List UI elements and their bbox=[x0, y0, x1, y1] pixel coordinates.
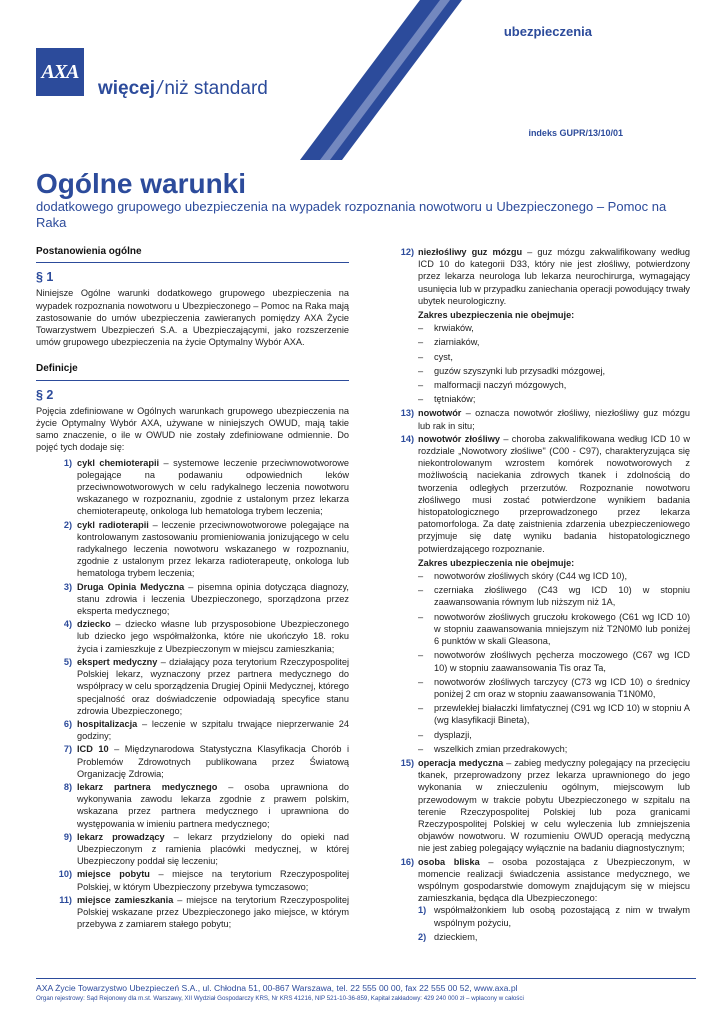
exclusion-item: – czerniaka złośliwego (C43 wg ICD 10) w stopniu zaawansowania równym lub niższym niż 1A, bbox=[418, 584, 690, 608]
definition-item bbox=[36, 894, 349, 931]
registration-info: Organ rejestrowy: Sąd Rejonowy dla m.st. Warszawy, XII Wydział Gospodarczy KRS, Nr KRS 41216, NIP 521-10-36-859, Kapitał zakładowy: 429 240 000 zł – wpłacony w całości bbox=[36, 995, 524, 1002]
definition-12 bbox=[398, 246, 690, 405]
definition-term: miejsce pobytu bbox=[77, 869, 150, 880]
paragraph-1-number: § 1 bbox=[36, 270, 54, 285]
definition-item bbox=[36, 743, 349, 780]
slash-icon: / bbox=[157, 78, 163, 99]
exclusion-item: – malformacji naczyń mózgowych, bbox=[418, 379, 690, 391]
definition-term: operacja medyczna bbox=[418, 757, 504, 768]
exclusion-item: – cyst, bbox=[418, 351, 690, 363]
definition-term: lekarz partnera medycznego bbox=[77, 781, 218, 792]
right-column bbox=[398, 246, 690, 945]
close-person-item bbox=[418, 904, 690, 928]
definition-term: niezłośliwy guz mózgu bbox=[418, 247, 523, 257]
definition-number: 3) bbox=[63, 581, 72, 592]
definition-number: 9) bbox=[63, 831, 72, 842]
definition-text: – osoba uprawniona do wykonywania zawodu lekarza zgodnie z prawem polskim, wskazana przez partnera medycznego i uprawniona do występowania w imieniu partnera medycznego; bbox=[77, 781, 349, 829]
definition-item bbox=[36, 831, 349, 868]
sub-item-number: 2) bbox=[418, 931, 427, 942]
definition-term: Druga Opinia Medyczna bbox=[77, 581, 185, 592]
exclusion-item: – wszelkich zmian przedrakowych; bbox=[418, 743, 690, 755]
definition-term: ICD 10 bbox=[77, 744, 109, 755]
definition-text: – pisemna opinia dotycząca diagnozy, stanu zdrowia i leczenia Ubezpieczonego, sporządzona przez eksperta medycznego; bbox=[77, 581, 349, 617]
close-person-list bbox=[418, 904, 690, 943]
definition-term: cykl chemioterapii bbox=[77, 457, 160, 468]
definition-text: – leczenie w szpitalu trwające nieprzerwanie 24 godziny; bbox=[77, 718, 349, 742]
definition-item bbox=[36, 618, 349, 655]
definition-text: – choroba zakwalifikowana według ICD 10 w rozdziale „Nowotwory złośliwe" (C00 - C97), charakteryzująca się niekontrolowanym wzrostem komórek nowotworowych z możliwością naciekania zdrowych tkanek i zdolnością do tworzenia odległych przerzutów. Rozpoznanie nowotworu złośliwego musi zostać potwierdzone wynikiem badania histopatologicznego przeprowadzonego przez lekarza patomorfologa. Za datę zaistnienia zdarzenia ubezpieczeniowego przyjmuje się datę wyniku badania histopatologicznego potwierdzającego rozpoznanie. bbox=[418, 433, 690, 554]
definition-item bbox=[36, 868, 349, 892]
definition-number: 5) bbox=[63, 656, 72, 667]
definition-number: 15) bbox=[400, 757, 414, 768]
definitions-list bbox=[36, 457, 349, 931]
page-title: Ogólne warunki bbox=[36, 168, 247, 199]
definition-number: 13) bbox=[400, 408, 414, 419]
sub-item-text: współmałżonkiem lub osobą pozostającą z nim w trwałym wspólnym pożyciu, bbox=[434, 905, 690, 928]
definition-term: nowotwór bbox=[418, 408, 462, 419]
exclusion-item: – ziarniaków, bbox=[418, 336, 690, 348]
definition-number: 10) bbox=[58, 869, 72, 880]
definition-term: dziecko bbox=[77, 619, 111, 630]
definition-term: nowotwór złośliwy bbox=[418, 433, 500, 444]
definition-term: ekspert medyczny bbox=[77, 656, 158, 667]
exclusions-heading: Zakres ubezpieczenia nie obejmuje: bbox=[418, 310, 575, 321]
definition-text: – działający poza terytorium Rzeczypospolitej Polskiej lekarz, wyznaczony przez partnera medycznego do współpracy w celu sporządzenia Drugiej Opinii Medycznej, którego specjalność oraz doświadczenie odpowiadają specyfice stanu zdrowia Ubezpieczonego; bbox=[77, 656, 349, 716]
definition-number: 1) bbox=[63, 457, 72, 468]
category-label: ubezpieczenia bbox=[503, 24, 592, 39]
axa-logo: AXA bbox=[36, 48, 84, 96]
definition-text: – miejsce na terytorium Rzeczypospolitej Polskiej wskazane przez Ubezpieczonego jako miejsce, w którym przebywa z zamiarem stałego pobytu; bbox=[77, 894, 349, 930]
definition-number: 8) bbox=[63, 781, 72, 792]
exclusion-item: – nowotworów złośliwych tarczycy (C73 wg ICD 10) o średnicy poniżej 2 cm oraz w stopniu zaawansowania T1N0M0, bbox=[418, 676, 690, 700]
definition-item bbox=[36, 781, 349, 830]
paragraph-2-number: § 2 bbox=[36, 387, 54, 402]
section-heading-general: Postanowienia ogólne bbox=[36, 246, 349, 263]
definition-term: miejsce zamieszkania bbox=[77, 894, 174, 905]
definition-16 bbox=[398, 856, 690, 943]
exclusion-item: – przewlekłej białaczki limfatycznej (C91 wg ICD 10) w stopniu A (wg klasyfikacji Bineta), bbox=[418, 702, 690, 726]
definition-14 bbox=[398, 433, 690, 755]
definition-text: – leczenie przeciwnowotworowe polegające na kontrolowanym zastosowaniu promieniowania jonizującego w celu radykalnego leczenia nowotworu wskazanego w rozpoznaniu, zgodnie z ustalonym przez lekarza radioterapeutę, onkologa lub hematologa trybem leczenia; bbox=[77, 519, 349, 579]
page-subtitle: dodatkowego grupowego ubezpieczenia na wypadek rozpoznania nowotworu u Ubezpieczonego – Pomoc na Raka bbox=[36, 199, 667, 230]
definition-number: 2) bbox=[63, 519, 72, 530]
definition-text: – dziecko własne lub przysposobione Ubezpieczonego lub dziecko jego współmałżonka, które nie ukończyło 18. roku życia i zamieszkuje z Ubezpieczonym w miejscu zamieszkania; bbox=[77, 619, 349, 654]
close-person-item bbox=[418, 931, 690, 943]
paragraph-1-text: Niniejsze Ogólne warunki dodatkowego grupowego ubezpieczenia na wypadek rozpoznania nowotworu u Ubezpieczonego – Pomoc na Raka mają zastosowanie do umów ubezpieczenia zawieranych pomiędzy AXA Życie Towarzystwem Ubezpieczeń S.A. a Ubezpieczającymi, jako rozszerzenie umów grupowego ubezpieczenia na życie Optymalny Wybór AXA. bbox=[36, 288, 349, 348]
definition-term: cykl radioterapii bbox=[77, 519, 149, 530]
definition-text: – lekarz przydzielony do opieki nad Ubezpieczonym z ramienia placówki medycznej, w której Ubezpieczony poddał się leczeniu; bbox=[77, 831, 349, 867]
definition-number: 16) bbox=[400, 856, 414, 867]
definition-13 bbox=[398, 407, 690, 431]
definition-term: osoba bliska bbox=[418, 856, 480, 867]
exclusion-item: – dysplazji, bbox=[418, 729, 690, 741]
left-column bbox=[36, 246, 349, 931]
sub-item-text: dzieckiem, bbox=[434, 931, 478, 942]
definition-item bbox=[36, 656, 349, 717]
exclusions-heading: Zakres ubezpieczenia nie obejmuje: bbox=[418, 557, 575, 568]
company-address: AXA Życie Towarzystwo Ubezpieczeń S.A., ul. Chłodna 51, 00-867 Warszawa, tel. 22 555 00 00, fax 22 555 00 52, www.axa.pl bbox=[36, 983, 518, 993]
definition-number: 14) bbox=[400, 433, 414, 444]
exclusions-list-brain bbox=[418, 322, 690, 405]
definition-text: – oznacza nowotwór złośliwy, niezłośliwy guz mózgu lub rak in situ; bbox=[418, 408, 690, 431]
definition-term: lekarz prowadzący bbox=[77, 831, 165, 842]
definition-text: – osoba pozostająca z Ubezpieczonym, w momencie realizacji świadczenia assistance medycznego, we wspólnym gospodarstwie domowym znajdującym się w miejscu zamieszkania, będąca dla Ubezpieczonego: bbox=[418, 856, 691, 904]
definition-15 bbox=[398, 757, 690, 855]
definition-number: 6) bbox=[63, 718, 72, 729]
exclusion-item: – krwiaków, bbox=[418, 322, 690, 334]
definition-item bbox=[36, 457, 349, 518]
definition-item bbox=[36, 718, 349, 742]
exclusion-item: – nowotworów złośliwych pęcherza moczowego (C67 wg ICD 10) w stopniu zaawansowania Tis oraz Ta, bbox=[418, 649, 690, 673]
exclusion-item: – guzów szyszynki lub przysadki mózgowej, bbox=[418, 365, 690, 377]
definition-number: 7) bbox=[63, 744, 72, 755]
definition-text: – Międzynarodowa Statystyczna Klasyfikacja Chorób i Problemów Zdrowotnych publikowana przez Światową Organizację Zdrowia; bbox=[77, 744, 349, 779]
definition-term: hospitalizacja bbox=[77, 718, 138, 729]
slogan-bold: więcej bbox=[98, 78, 156, 99]
sub-item-number: 1) bbox=[418, 905, 427, 916]
definition-item bbox=[36, 519, 349, 580]
definition-number: 12) bbox=[400, 247, 414, 257]
exclusions-list-malignant bbox=[418, 570, 690, 755]
exclusion-item: – nowotworów złośliwych gruczołu krokowego (C61 wg ICD 10) w stopniu zaawansowania mniejszym niż T2N0M0 lub poniżej 6 punktów w skali Gleasona, bbox=[418, 611, 690, 648]
definition-item bbox=[36, 581, 349, 618]
definition-text: – guz mózgu zakwalifikowany według ICD 10 do kategorii D33, który nie jest złośliwy, potwierdzony przez lekarza neurologa lub lekarza neurochirurga, wymagający usunięcia lub w przypadku zaniechania operacji powodujący trwały ubytek neurologiczny. bbox=[418, 247, 690, 306]
document-index: indeks GUPR/13/10/01 bbox=[528, 128, 623, 138]
page-footer bbox=[36, 978, 696, 1002]
definition-text: – zabieg medyczny polegający na przecięciu tkanek, przeprowadzony przez lekarza uprawnionego do jego wykonania w znieczuleniu ogólnym, miejscowym lub przewodowym w trakcie pobytu Ubezpieczonego w szpitalu na terenie Rzeczypospolitej Polskiej lub poza granicami Rzeczypospolitej Polskiej w celu wyleczenia lub zmniejszenia objawów nowotworu. W rozumieniu OWUD operacją medyczną nie jest zabieg polegający wyłącznie na badaniu diagnostycznym; bbox=[418, 757, 690, 854]
definition-number: 11) bbox=[59, 894, 72, 905]
definition-number: 4) bbox=[63, 619, 72, 630]
exclusion-item: – tętniaków; bbox=[418, 393, 690, 405]
definition-text: – systemowe leczenie przeciwnowotworowe polegające na podawaniu odpowiednich leków przeciwnowotworowych w celu radykalnego leczenia nowotworu wskazanego w rozpoznaniu, zgodnie z ustalonym przez lekarza chemioterapeutę, onkologa lub hematologa trybem leczenia; bbox=[77, 457, 349, 517]
slogan-rest: niż standard bbox=[164, 78, 268, 99]
section-heading-definitions: Definicje bbox=[36, 363, 349, 380]
paragraph-2-text: Pojęcia zdefiniowane w Ogólnych warunkach grupowego ubezpieczenia na życie Optymalny Wybór AXA, używane w niniejszych OWUD, mają takie samo znaczenie, o ile w OWUD nie zostały zdefiniowane odmiennie. Do pojęć tych dodaje się: bbox=[36, 405, 349, 453]
exclusion-item: – nowotworów złośliwych skóry (C44 wg ICD 10), bbox=[418, 570, 690, 582]
slogan bbox=[98, 78, 268, 100]
definition-text: – miejsce na terytorium Rzeczypospolitej Polskiej, w którym Ubezpieczony przebywa tymczasowo; bbox=[77, 869, 349, 892]
